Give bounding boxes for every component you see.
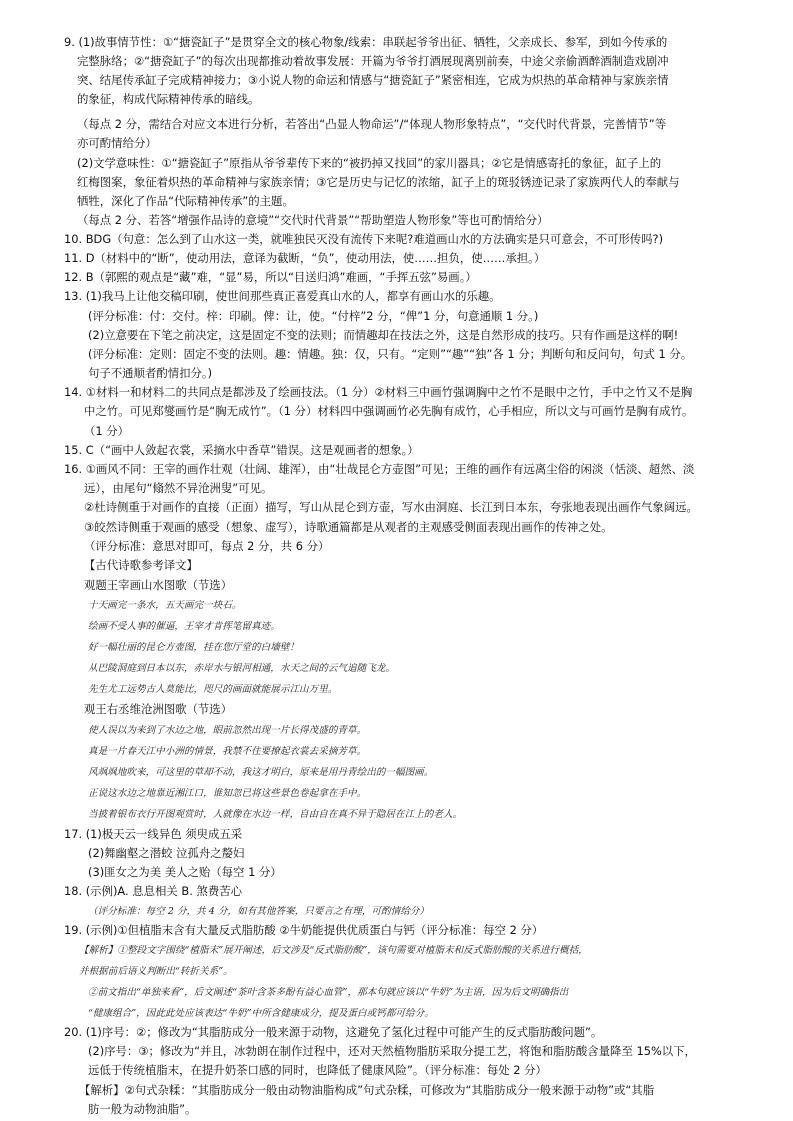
text-line: 12. B（郭熙的观点是“藏”难，“显”易，所以“目送归鸿”难画，“手挥五弦”易画。） [64,270,477,284]
text-line: （每点 2 分，需结合对应文本进行分析，若答出“凸显人物命运”/“体现人物形象特点”，“交代时代背景，完善情节”等 [77,117,667,131]
text-line: 19. (示例)①但植脂末含有大量反式脂肪酸 ②牛奶能提供优质蛋白与钙（评分标准：每空 2 分） [64,923,544,937]
handwritten-note-line: 从巴陵洞庭到日本以东，赤岸水与银河相通，水天之间的云气追随飞龙。 [88,663,395,674]
handwritten-note-line: 十天画完一条水，五天画完一块石。 [88,600,242,611]
text-line: (2)序号：③；修改为“并且，冰勃朗在制作过程中，还对天然植物脂肪采取分提工艺，将饱和脂肪酸含量降至 15%以下， [88,1044,696,1058]
text-line: 16. ①画风不同：王宰的画作壮观（壮阔、雄浑），由“壮哉昆仑方壶图”可见；王维的画作有远离尘俗的闲淡（恬淡、超然、淡 [64,462,695,476]
text-line: 肪一般为动物油脂”。 [88,1102,197,1116]
handwritten-note-line: 真是一片春天江中小洲的情景，我禁不住要撩起衣裳去采摘芳草。 [88,746,367,757]
handwritten-note-line: 正说这水边之地靠近湘江口，谁知忽已将这些景色卷起拿在手中。 [88,788,367,799]
text-line: 10. BDG（句意：怎么到了山水这一类，就唯独民灭没有流传下来呢?难道画山水的方法确实是只可意会，不可形传吗?) [64,232,664,246]
text-line: 句子不通顺者酌情扣分。) [88,366,213,380]
handwritten-note-line: 好一幅壮丽的昆仑方壶图，挂在您厅堂的白墙壁！ [88,642,300,653]
handwritten-note-line: 当披着银布衣行开图观赏时，人就像在水边一样，自由自在真不异于隐居在江上的老人。 [88,809,463,820]
text-line: 完整脉络；②“搪瓷缸子”的每次出现都推动着故事发展：开篇为爷爷打酒展现离别前奏，中途父亲偷酒醉酒制造戏剧冲 [77,54,669,68]
handwritten-note-line: 使人误以为来到了水边之地，眼前忽然出现一片长得茂盛的青草。 [88,725,367,736]
text-line: 14. ①材料一和材料二的共同点是都涉及了绘画技法。（1 分）②材料三中画竹强调胸中之竹不是眼中之竹，手中之竹又不是胸 [64,385,693,399]
text-line: 15. C（“画中人敛起衣裳，采摘水中香草”错误。这是观画者的想象。） [64,443,419,457]
text-line: 远低于传统植脂末，在提升奶茶口感的同时，也降低了健康风险”。（评分标准：每处 2 分） [88,1063,547,1077]
text-line: 中之竹。可见郑燮画竹是“胸无成竹”。（1 分）材料四中强调画竹必先胸有成竹，心手相应，所以文与可画竹是胸有成竹。 [84,404,694,418]
text-line: 亦可酌情给分） [77,136,157,150]
text-line: 的象征，构成代际精神传承的暗线。 [77,92,260,106]
text-line: 9. (1)故事情节性：①“搪瓷缸子”是贯穿全文的核心物象/线索：串联起爷爷出征、牺牲，父亲成长、参军，到如今传承的 [64,35,668,49]
text-line: (评分标准：定则：固定不变的法则。趣：情趣。独：仅，只有。“定则”“趣”“独”各 1 分；判断句和反问句，句式 1 分。 [88,347,693,361]
handwritten-note-line: 风飒飒地吹来，可这里的草却不动，我这才明白，原来是用丹青绘出的一幅图画。 [88,767,434,778]
text-line: 牺牲，深化了作品“代际精神传承”的主题。 [77,194,294,208]
text-line: (2)文学意味性：①“搪瓷缸子”原指从爷爷辈传下来的“被扔掉又找回”的家川器具；②它是情感寄托的象征，缸子上的 [77,156,662,170]
handwritten-note-line: 绘画不受人事的催逼，王宰才肯挥笔留真迹。 [88,621,280,632]
text-line: 远），由尾句“翛然不异沧洲叟”可见。 [84,481,273,495]
text-line: （1 分） [84,424,130,438]
text-line: 观题王宰画山水图歌（节选） [84,578,233,592]
text-line: 11. D（材料中的“断”，使动用法，意译为截断，“负”，使动用法，使……担负，使……承担。） [64,251,546,265]
handwritten-note-line: 先生尤工远势古人莫能比，咫尺的画面就能展示江山万里。 [88,684,338,695]
text-line: (2)立意要在下笔之前决定，这是固定不变的法则；而情趣却在技法之外，这是自然形成的技巧。只有作画是这样的啊! [88,328,679,342]
text-line: (2)舞幽壑之潜蛟 泣孤舟之嫠妇 [88,846,245,860]
text-line: 突、结尾传承缸子完成精神接力；③小说人物的命运和情感与“搪瓷缸子”紧密相连，它成为炽热的革命精神与家族亲情 [77,73,669,87]
handwritten-note-line: ②前文指出“单独来看”，后文阐述“茶叶含茶多酚有益心血管”，那本句就应该以“牛奶”为主语，因为后文明确指出 [88,987,569,998]
text-line: 红梅图案，象征着炽热的革命精神与家族亲情；③它是历史与记忆的浓缩，缸子上的斑驳锈迹记录了家族两代人的奉献与 [77,175,680,189]
handwritten-note-line: “健康组合”，因此此处应该表达“牛奶”中所含健康成分，提及蛋白或钙都可给分。 [88,1008,434,1019]
text-line: ③皎然诗侧重于观画的感受（想象、虚写），诗歌通篇都是从观者的主观感受侧面表现出画作的传神之处。 [84,520,613,534]
handwritten-note-line: （评分标准：每空 2 分，共 4 分，如有其他答案，只要言之有理，可酌情给分） [88,906,429,917]
text-line: ②杜诗侧重于对画作的直接（正面）描写，写山从昆仑到方壶，写水由洞庭、长江到日本东，夸张地表现出画作气象阔远。 [84,500,698,514]
text-line: 【解析】②句式杂糅：“其脂肪成分一般由动物油脂构成”句式杂糅，可修改为“其脂肪成分一般来源于动物”或“其脂 [79,1083,655,1097]
text-line: 观王右丞维沧洲图歌（节选） [84,702,233,716]
text-line: 【古代诗歌参考译文】 [84,558,198,572]
text-line: (评分标准：付：交付。梓：印刷。俾：让，使。“付梓”2 分，“俾”1 分，句意通顺 1 分。) [88,309,539,323]
text-line: 20. (1)序号：②；修改为“其脂肪成分一般来源于动物，这避免了氢化过程中可能产生的反式脂肪酸问题”。 [64,1025,603,1039]
text-line: （评分标准：意思对即可，每点 2 分，共 6 分） [84,539,330,553]
text-line: 13. (1)我马上让他交稿印刷，使世间那些真正喜爱真山水的人，都享有画山水的乐趣。 [64,289,501,303]
text-line: 18. (示例)A. 息息相关 B. 煞费苦心 [64,884,243,898]
text-line: （每点 2 分、若答“增强作品诗的意境”“交代时代背景”“帮助塑造人物形象”等也可酌情给分） [77,213,549,227]
handwritten-note-line: 【解析】①整段文字围绕“植脂末”展开阐述，后文涉及“反式脂肪酸”，该句需要对植脂末和反式脂肪酸的关系进行概括， [79,945,588,956]
handwritten-note-line: 并根据前后语义判断出“转折关系”。 [79,966,233,977]
text-line: 17. (1)极天云一线异色 须臾成五采 [64,827,243,841]
text-line: (3)匪女之为美 美人之贻（每空 1 分） [88,865,282,879]
